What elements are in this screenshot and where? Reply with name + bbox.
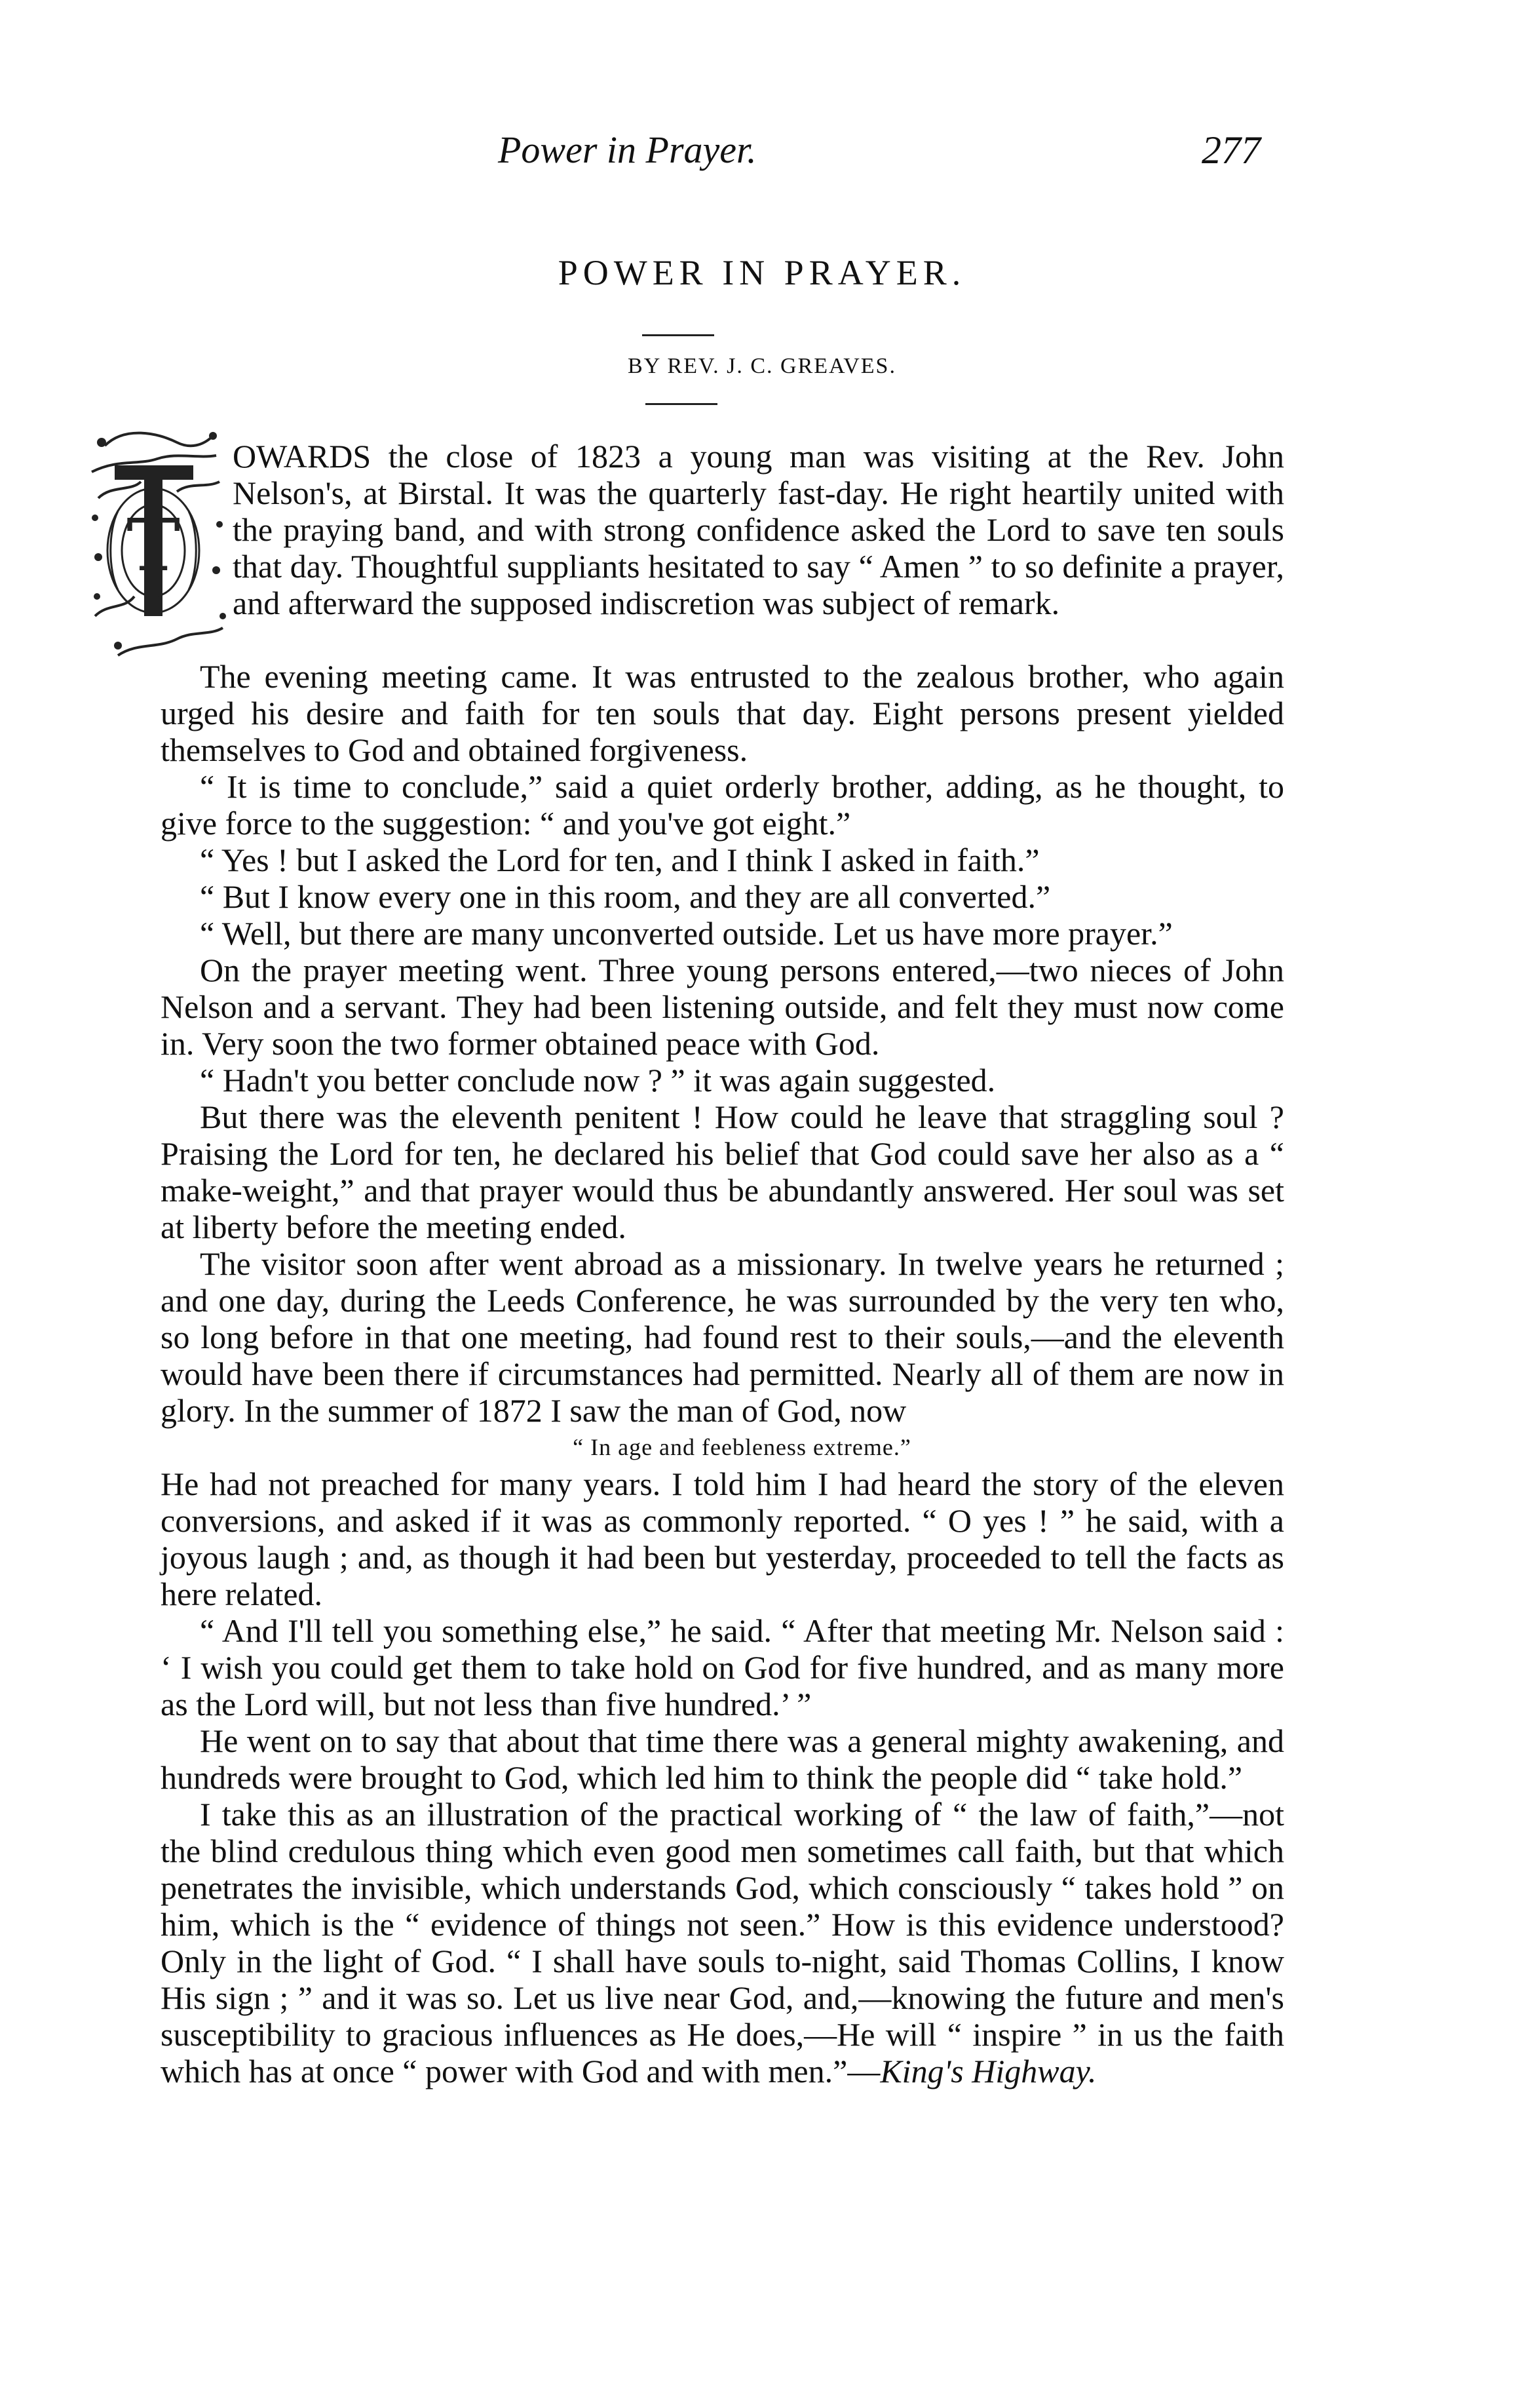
source-citation: King's Highway. (880, 2053, 1097, 2089)
paragraph-8: “ Hadn't you better conclude now ? ” it was again suggested. (200, 1062, 996, 1098)
dropcap-letter: T (126, 503, 180, 587)
paragraph-2: The evening meeting came. It was entrusted to the zealous brother, who again urged his desire and faith for ten souls that day. Eight persons present yielded themselves to God and obtained forgiveness. (161, 658, 1284, 768)
paragraph-9: But there was the eleventh penitent ! How could he leave that straggling soul ? Praising the Lord for ten, he declared his belief that God could save her also as a “ make-weight,” and that prayer would thus be abundantly answered. Her soul was set at liberty before the meeting ended. (161, 1098, 1284, 1245)
verse-quote: “ In age and feebleness extreme.” (573, 1434, 911, 1460)
byline-rule (645, 403, 717, 405)
byline: BY REV. J. C. GREAVES. (628, 354, 896, 378)
paragraph-5: “ But I know every one in this room, and they are all converted.” (200, 878, 1051, 915)
paragraph-12: “ And I'll tell you something else,” he said. “ After that meeting Mr. Nelson said : ‘ I wish you could get them to take hold on God for five hundred, and as many more as the Lord will, but not less than five hundred.’ ” (161, 1612, 1284, 1722)
article-body (161, 438, 1284, 2089)
paragraph-4: “ Yes ! but I asked the Lord for ten, and I think I asked in faith.” (200, 842, 1040, 878)
paragraph-1: OWARDS the close of 1823 a young man was visiting at the Rev. John Nelson's, at Birstal. It was the quarterly fast-day. He right heartily united with the praying band, and with strong confidence asked the Lord to save ten souls that day. Thoughtful suppliants hesitated to say “ Amen ” to so definite a prayer, and afterward the supposed indiscretion was subject of remark. (233, 438, 1284, 621)
paragraph-3: “ It is time to conclude,” said a quiet orderly brother, adding, as he thought, to give force to the suggestion: “ and you've got eight.” (161, 768, 1284, 842)
paragraph-13: He went on to say that about that time there was a general mighty awakening, and hundreds were brought to God, which led him to think the people did “ take hold.” (161, 1722, 1284, 1796)
running-head (0, 128, 1524, 180)
paragraph-7: On the prayer meeting went. Three young persons entered,—two nieces of John Nelson and a servant. They had been listening outside, and felt they must now come in. Very soon the two former obtained peace with God. (161, 952, 1284, 1062)
page-number: 277 (1202, 128, 1261, 172)
title-rule (642, 334, 714, 336)
article-title: POWER IN PRAYER. (558, 253, 966, 292)
final-paragraph-text: I take this as an illustration of the practical working of “ the law of faith,”—not the blind credulous thing which even good men sometimes call faith, but that which penetrates the invisible, which understands God, which consciously “ takes hold ” on him, which is the “ evidence of things not seen.” How is this evidence understood? Only in the light of God. “ I shall have souls to-night, said Thomas Collins, I know His sign ; ” and it was so. Let us live near God, and,—knowing the future and men's susceptibility to gracious influences as He does,—He will “ inspire ” in us the faith which has at once “ power with God and with men.”— (161, 1796, 1284, 2089)
running-title: Power in Prayer. (498, 128, 757, 171)
paragraph-11: He had not preached for many years. I told him I had heard the story of the eleven conversions, and asked if it was as commonly reported. “ O yes ! ” he said, with a joyous laugh ; and, as though it had been but yesterday, proceeded to tell the facts as here related. (161, 1466, 1284, 1612)
paragraph-6: “ Well, but there are many unconverted outside. Let us have more prayer.” (200, 915, 1173, 952)
paragraph-10: The visitor soon after went abroad as a missionary. In twelve years he returned ; and one day, during the Leeds Conference, he was surrounded by the very ten who, so long before in that one meeting, had found rest to their souls,—and the eleventh would have been there if circumstances had permitted. Nearly all of them are now in glory. In the summer of 1872 I saw the man of God, now (161, 1245, 1284, 1429)
paragraph-14 (161, 1796, 1284, 2089)
